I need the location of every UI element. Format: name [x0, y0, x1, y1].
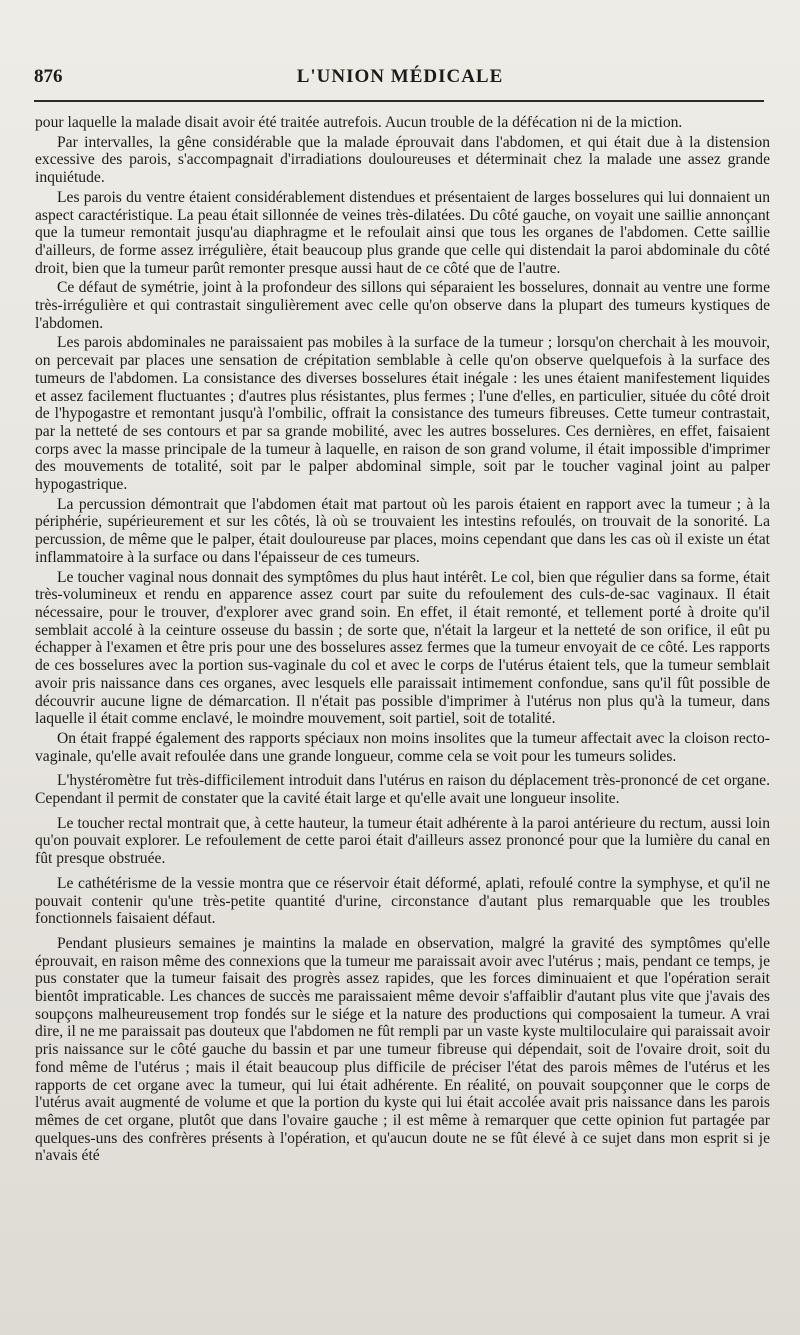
paragraph: pour laquelle la malade disait avoir été traitée autrefois. Aucun trouble de la défécation ni de la miction.: [35, 114, 683, 131]
paragraph: Le cathétérisme de la vessie montra que ce réservoir était déformé, aplati, refoulé contre la symphyse, et qu'il ne pouvait contenir qu'une très-petite quantité d'urine, circonstance d'autant plus remarquable que les troubles fonctionnels faisaient défaut.: [35, 874, 770, 928]
paragraph: Ce défaut de symétrie, joint à la profondeur des sillons qui séparaient les bosselures, donnait au ventre une forme très-irrégulière et qui contrastait singulièrement avec celle qu'on observe dans la plupart des tumeurs kystiques de l'abdomen.: [35, 279, 770, 332]
article-body: [35, 114, 770, 1325]
paragraph: On était frappé également des rapports spéciaux non moins insolites que la tumeur affectait avec la cloison recto-vaginale, qu'elle avait refoulée dans une grande longueur, comme cela se voit pour les tumeurs solides.: [35, 729, 770, 765]
paragraph: La percussion démontrait que l'abdomen était mat partout où les parois étaient en rapport avec la tumeur ; à la périphérie, supérieurement et sur les côtés, là où se trouvaient les intestins refoulés, on trouvait de la sonorité. La percussion, de même que le palper, était douloureuse par places, moins cependant que dans les cas où il existe un état inflammatoire à la surface ou dans l'épaisseur de ces tumeurs.: [35, 495, 770, 566]
page-number: 876: [34, 66, 63, 87]
paragraph: Le toucher rectal montrait que, à cette hauteur, la tumeur était adhérente à la paroi antérieure du rectum, aussi loin qu'on pouvait explorer. Le refoulement de cette paroi était d'ailleurs assez prononcé pour que la lumière du canal en fût presque obstruée.: [35, 814, 770, 868]
paragraph: Pendant plusieurs semaines je maintins la malade en observation, malgré la gravité des symptômes qu'elle éprouvait, en raison même des connexions que la tumeur me paraissait avoir avec l'utérus ; mais, pendant ce temps, je pus constater que la tumeur faisait des progrès assez rapides, que les forces diminuaient et que l'opération serait bientôt impraticable. Les chances de succès me paraissaient même devoir s'affaiblir d'autant plus vite que j'avais des soupçons malheureusement trop fondés sur le siége et la nature des productions qui composaient la tumeur. A vrai dire, il ne me paraissait pas douteux que l'abdomen ne fût rempli par un vaste kyste multiloculaire qui paraissait avoir pris naissance sur le côté gauche du bassin et par une tumeur fibreuse qui dépendait, soit de l'ovaire droit, soit du fond même de l'utérus ; mais il était beaucoup plus difficile de préciser l'état des parois mêmes de l'utérus et les rapports de cet organe avec la tumeur, qui lui était adhérente. En réalité, on pouvait soupçonner que le corps de l'utérus avait augmenté de volume et que la portion du kyste qui lui était accolée avait pris naissance dans les parois mêmes de cet organe, plutôt que dans l'ovaire gauche ; il est même à remarquer que cette opinion fut partagée par quelques-uns des confrères présents à l'opération, et qu'aucun doute ne se fût élevé à ce sujet dans mon esprit si je n'avais été: [35, 934, 770, 1165]
page-header: [34, 66, 766, 94]
paragraph: L'hystéromètre fut très-difficilement introduit dans l'utérus en raison du déplacement très-prononcé de cet organe. Cependant il permit de constater que la cavité était large et qu'elle avait une longueur insolite.: [35, 772, 770, 808]
paragraph: Les parois du ventre étaient considérablement distendues et présentaient de larges bosselures qui lui donnaient un aspect caractéristique. La peau était sillonnée de veines très-dilatées. Du côté gauche, on voyait une saillie annonçant que la tumeur remontait jusqu'au diaphragme et le refoulait ainsi que tous les organes de l'abdomen. Cette saillie d'ailleurs, de forme assez irrégulière, était beaucoup plus grande que celle qui distendait la paroi abdominale du côté droit, bien que la tumeur parût remonter presque aussi haut de ce côté que de l'autre.: [35, 188, 770, 277]
paragraph: Les parois abdominales ne paraissaient pas mobiles à la surface de la tumeur ; lorsqu'on cherchait à les mouvoir, on percevait par places une sensation de crépitation semblable à celle qu'on observe quelquefois à la surface des tumeurs de l'abdomen. La consistance des diverses bosselures était inégale : les unes étaient manifestement liquides et assez facilement fluctuantes ; d'autres plus résistantes, plus fermes ; l'une d'elles, en particulier, située du côté droit de l'hypogastre et remontant jusqu'à l'ombilic, offrait la consistance des tumeurs fibreuses. Cette tumeur contrastait, par la netteté de ses contours et par sa grande mobilité, avec les autres bosselures. Ces dernières, en effet, faisaient corps avec la masse principale de la tumeur à laquelle, en raison de son grand volume, il était impossible d'imprimer des mouvements de totalité, soit par le palper abdominal simple, soit par le toucher vaginal joint au palper hypogastrique.: [35, 334, 770, 494]
header-rule: [34, 100, 764, 102]
paragraph: Par intervalles, la gêne considérable que la malade éprouvait dans l'abdomen, et qui était due à la distension excessive des parois, s'accompagnait d'irradiations douloureuses et déterminait chez la malade une assez grande inquiétude.: [35, 133, 770, 187]
paragraph: Le toucher vaginal nous donnait des symptômes du plus haut intérêt. Le col, bien que régulier dans sa forme, était très-volumineux et rendu en apparence assez court par suite du refoulement des culs-de-sac vaginaux. Il était nécessaire, pour le trouver, d'explorer avec grand soin. En effet, il était remonté, et tellement porté à droite qu'il semblait accolé à la ceinture osseuse du bassin ; de sorte que, n'était la largeur et la netteté de son orifice, il eût pu échapper à l'examen et être pris pour une des bosselures assez fermes que la tumeur envoyait de ce côté. Les rapports de ces bosselures avec la portion sus-vaginale du col et avec le corps de l'utérus étaient tels, que la tumeur semblait avoir pris naissance dans ces organes, avec lesquels elle paraissait intimement confondue, sans qu'il fût possible de découvrir aucune ligne de démarcation. Il n'était pas possible d'imprimer à l'utérus non plus qu'à la tumeur, dans laquelle il était comme enclavé, le moindre mouvement, soit partiel, soit de totalité.: [35, 568, 770, 728]
journal-title: L'UNION MÉDICALE: [296, 66, 504, 87]
